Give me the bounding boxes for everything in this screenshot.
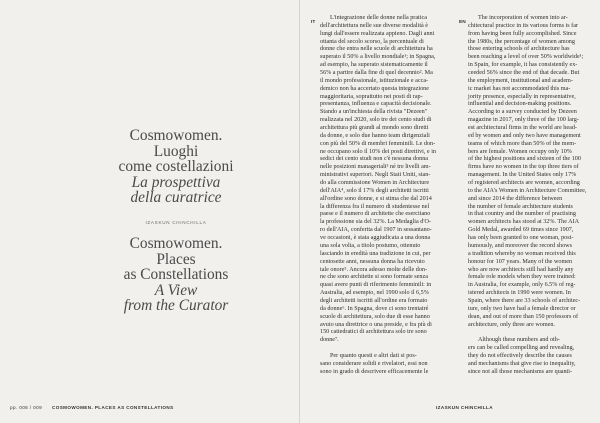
text-line: honour for 107 years. Many of the women bbox=[468, 258, 573, 265]
text-line: maggioritaria, soprattutto nei posti di rap- bbox=[320, 93, 423, 100]
text-line: architecture, only three are women. bbox=[468, 321, 555, 328]
text-line: da donne⁶. In Spagna, dove ci sono trentatré bbox=[320, 305, 429, 312]
text-line: nelle posizioni manageriali³ né tre livelli am- bbox=[320, 164, 431, 171]
text-line: est architectural firms in the world are head- bbox=[468, 125, 577, 132]
title-line: Luoghi bbox=[153, 142, 199, 160]
text-line: has only been granted to one woman, post- bbox=[468, 235, 574, 242]
title-line: as Constellations bbox=[123, 266, 229, 284]
text-line: ministrativi superiori. Negli Stati Uniti, stan- bbox=[320, 172, 431, 179]
text-line: Australia, ad esempio, nel 1990 solo il 6,5% bbox=[320, 290, 429, 297]
text-line: the 1980s, the percentage of women among bbox=[468, 38, 575, 45]
title-line: della curatrice bbox=[130, 189, 222, 207]
text-line: ottanta del secolo scorso, la percentuale di bbox=[320, 38, 424, 45]
text-line: humously, and moreover the record shows bbox=[468, 242, 572, 249]
text-line: degli architetti iscritti all'ordine era formato bbox=[320, 297, 428, 304]
text-line: avuto una direttrice o una preside, e fra più di bbox=[320, 321, 432, 328]
text-line: dell'AIA⁴, solo il 17% degli architetti iscritti bbox=[320, 187, 429, 194]
text-line: presentanza, influenza e capacità decisionale. bbox=[320, 101, 432, 108]
text-line: ad esempio, ha superato sistematicamente il bbox=[320, 62, 428, 69]
text-line: chitectural practice in its various forms is far bbox=[468, 22, 578, 29]
text-line: from having been fully accomplished. Since bbox=[468, 30, 577, 37]
author-name: IZASKUN CHINCHILLA bbox=[145, 220, 207, 225]
text-line: Gold Medal, awarded 69 times since 1907, bbox=[468, 227, 574, 234]
title-line: from the Curator bbox=[123, 297, 229, 315]
text-line: scuole di architettura, solo due di esse hanno bbox=[320, 313, 430, 320]
text-line: Although these numbers and oth- bbox=[478, 337, 560, 344]
text-line: lasciando in eredità una tradizione in cui, per bbox=[320, 250, 431, 257]
text-line: ceeded 56% since the end of that decade. But bbox=[468, 70, 580, 77]
text-line: female role models when they were trained: bbox=[468, 274, 576, 281]
text-line: demico non ha accertato questa integrazione bbox=[320, 85, 429, 92]
text-line: influential and decision-making positions. bbox=[468, 101, 572, 108]
text-line: architettura più grandi al mondo sono diretti bbox=[320, 125, 429, 132]
text-line: da donne, e solo due hanno team dirigenziali bbox=[320, 132, 430, 139]
text-line: of registered architects are women, according bbox=[468, 180, 580, 187]
text-line: ic market has not accommodated this ma- bbox=[468, 85, 571, 92]
text-line: ne occupano solo il 10% dei posti direttivi, e in bbox=[320, 148, 436, 155]
running-head: COSMOWOMEN. PLACES AS CONSTELLATIONS bbox=[52, 405, 174, 410]
text-line: and mechanisms that give rise to inequality, bbox=[468, 360, 576, 367]
text-line: since not all those mechanisms are quanti- bbox=[468, 368, 573, 375]
text-line: ne che sono architette si sono formate senza bbox=[320, 274, 428, 281]
language-tag-it: IT bbox=[311, 20, 316, 25]
text-line: who are now architects still had hardly any bbox=[468, 266, 574, 273]
text-line: ture, only two have had a female director or bbox=[468, 305, 576, 312]
text-line: donne che entra nelle scuole di architettura ha bbox=[320, 46, 433, 53]
text-line: quasi avere punti di riferimento femminili: in bbox=[320, 282, 432, 289]
text-line: in that country and the number of practising bbox=[468, 211, 576, 218]
text-line: sano considerare solidi e rivelatori, essi non bbox=[320, 360, 428, 367]
text-line: L'integrazione delle donne nella pratica bbox=[330, 15, 427, 21]
text-line: bers are female. Women occupy only 10% bbox=[468, 148, 572, 155]
text-line: to the AIA's Women in Architecture Committee, bbox=[468, 187, 587, 194]
text-line: they do not effectively describe the causes bbox=[468, 352, 572, 359]
text-line: Spain, where there are 33 schools of architec- bbox=[468, 297, 581, 304]
text-line: magazine in 2017, only three of the 100 larg- bbox=[468, 117, 579, 124]
text-line: ro dell'AIA, conferita dal 1907 in sessantano- bbox=[320, 227, 432, 234]
column-english bbox=[468, 15, 594, 377]
text-line: ed by women and only two have management bbox=[468, 132, 581, 139]
text-line: realizzata nel 2020, solo tre dei cento studi di bbox=[320, 117, 432, 124]
title-english bbox=[86, 236, 266, 314]
page-gutter bbox=[299, 0, 300, 423]
text-line: Stando a un'inchiesta della rivista "Dezeen" bbox=[320, 109, 428, 116]
text-line: jority presence, especially in representative, bbox=[468, 93, 576, 100]
title-line: Places bbox=[156, 250, 196, 268]
text-line: la professione sia del 32%. La Medaglia d'O- bbox=[320, 219, 431, 226]
page-numbers: pp. 008 / 009 bbox=[10, 405, 43, 410]
title-italian bbox=[86, 128, 266, 206]
text-line: ers can be called compelling and revealing, bbox=[468, 345, 575, 352]
text-line: firms have no women in the top three tiers of bbox=[468, 164, 579, 171]
text-line: in Australia, for example, only 6.5% of reg- bbox=[468, 282, 576, 289]
running-author: IZASKUN CHINCHILLA bbox=[436, 405, 493, 410]
column-italian bbox=[320, 15, 446, 377]
title-line: come costellazioni bbox=[118, 158, 234, 176]
text-line: sono in grado di descrivere efficacemente le bbox=[320, 368, 429, 375]
language-tag-en: EN bbox=[459, 20, 466, 25]
text-line: The incorporation of women into ar- bbox=[478, 15, 568, 21]
text-line: dean, and out of more than 150 professors of bbox=[468, 313, 578, 320]
text-line: con più del 50% di membri femminili. Le don- bbox=[320, 140, 436, 147]
title-line: A View bbox=[154, 281, 198, 299]
title-line: Cosmowomen. bbox=[129, 127, 223, 144]
text-line: ve occasioni, è stata aggiudicata a una donna bbox=[320, 235, 431, 242]
text-line: been reaching a level of over 50% worldwide¹; bbox=[468, 54, 584, 61]
text-line: donne⁷. bbox=[320, 337, 339, 344]
text-line bbox=[320, 345, 446, 353]
title-line: Cosmowomen. bbox=[129, 235, 223, 252]
text-line: a tradition whereby no woman received this bbox=[468, 250, 576, 257]
text-line: all'ordine sono donne, e si stima che dal 2014 bbox=[320, 195, 432, 202]
text-line: tale onore⁵. Ancora adesso molte delle don- bbox=[320, 266, 428, 273]
text-line bbox=[468, 329, 594, 337]
text-line: teams of which more than 50% of the mem- bbox=[468, 140, 577, 147]
text-line: in Spain, for example, it has consistently ex- bbox=[468, 62, 578, 69]
text-line: and since 2014 the difference between bbox=[468, 195, 563, 202]
text-line: 150 cattedratici di architettura solo tre sono bbox=[320, 329, 427, 336]
text-line: the employment, institutional and academ- bbox=[468, 77, 573, 84]
text-line: women architects has stood at 32%. The AIA bbox=[468, 219, 580, 226]
text-line: those entering schools of architecture has bbox=[468, 46, 570, 53]
text-line: il mondo professionale, istituzionale e acca- bbox=[320, 77, 429, 84]
text-line: 56% a partire dalla fine di quel decennio². Ma bbox=[320, 70, 433, 77]
text-line: superato il 50% a livello mondiale¹; in Spagna, bbox=[320, 54, 436, 61]
text-line: management. In the United States only 17% bbox=[468, 172, 577, 179]
text-line: centosette anni, nessuna donna ha ricevuto bbox=[320, 258, 425, 265]
title-line: La prospettiva bbox=[131, 173, 221, 191]
text-line: of the highest positions and sixteen of the 100 bbox=[468, 156, 581, 163]
text-line: sedici dei cento studi non c'è nessuna donna bbox=[320, 156, 429, 163]
text-line: la differenza fra il numero di studentesse nel bbox=[320, 203, 430, 210]
text-line: istered architects in 1990 were women. In bbox=[468, 290, 571, 297]
text-line: Per quanto questi e altri dati si pos- bbox=[330, 352, 417, 359]
text-line: do alla commissione Women in Architecture bbox=[320, 180, 430, 187]
text-line: lungi dall'essere realizzata appieno. Dagli anni bbox=[320, 30, 435, 37]
text-line: paese e il numero di architette che esercitano bbox=[320, 211, 431, 218]
text-line: dell'architettura nelle sue diverse modalità è bbox=[320, 22, 429, 29]
text-line: the number of female architecture students bbox=[468, 203, 573, 210]
text-line: una sola volta, a titolo postumo, ottenuto bbox=[320, 242, 421, 249]
text-line: According to a survey conducted by Dezeen bbox=[468, 109, 577, 116]
